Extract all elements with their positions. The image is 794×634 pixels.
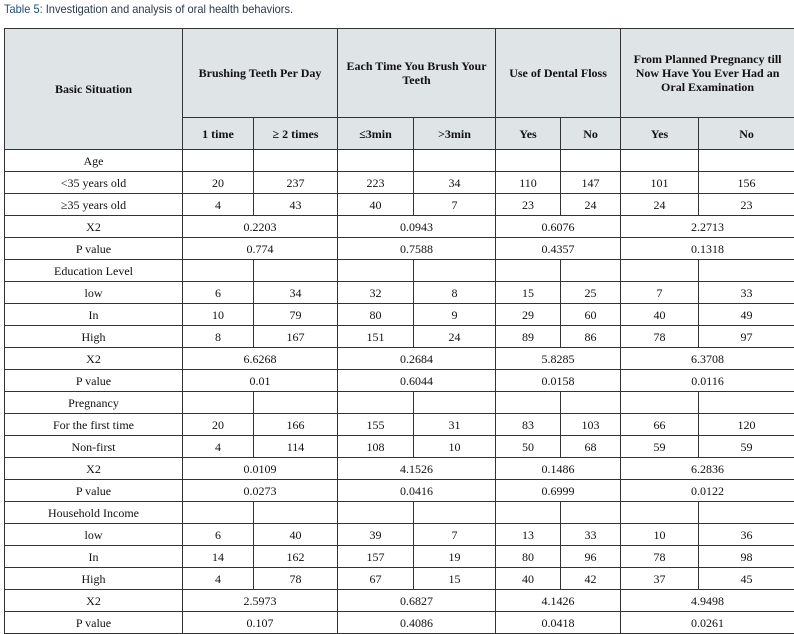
- empty-cell: [254, 260, 338, 282]
- empty-cell: [414, 502, 496, 524]
- stat-cell: 0.6076: [496, 216, 621, 238]
- stat-cell: 0.01: [183, 370, 338, 392]
- header-dental-floss: Use of Dental Floss: [496, 29, 621, 118]
- row-label: High: [5, 326, 183, 348]
- subheader-cell: No: [699, 118, 794, 150]
- count-cell: 6: [183, 524, 254, 546]
- count-cell: 33: [561, 524, 621, 546]
- count-cell: 155: [338, 414, 414, 436]
- category-row: [5, 260, 794, 282]
- caption-text: Investigation and analysis of oral health behaviors.: [43, 2, 293, 16]
- empty-cell: [621, 260, 699, 282]
- subheader-cell: >3min: [414, 118, 496, 150]
- empty-cell: [561, 260, 621, 282]
- subheader-cell: Yes: [496, 118, 561, 150]
- category-row: [5, 392, 794, 414]
- stat-cell: 4.1526: [338, 458, 496, 480]
- count-cell: 20: [183, 172, 254, 194]
- stat-cell: 0.0273: [183, 480, 338, 502]
- category-row: [5, 502, 794, 524]
- count-cell: 33: [699, 282, 794, 304]
- row-label: Pregnancy: [5, 392, 183, 414]
- row-label: Education Level: [5, 260, 183, 282]
- count-cell: 45: [699, 568, 794, 590]
- count-cell: 23: [496, 194, 561, 216]
- count-cell: 40: [496, 568, 561, 590]
- count-cell: 86: [561, 326, 621, 348]
- count-cell: 43: [254, 194, 338, 216]
- data-row: [5, 304, 794, 326]
- row-label: P value: [5, 370, 183, 392]
- empty-cell: [338, 260, 414, 282]
- count-cell: 10: [414, 436, 496, 458]
- empty-cell: [183, 260, 254, 282]
- empty-cell: [496, 260, 561, 282]
- empty-cell: [496, 392, 561, 414]
- row-label: X2: [5, 590, 183, 612]
- stat-row: [5, 458, 794, 480]
- count-cell: 15: [414, 568, 496, 590]
- row-label: Household Income: [5, 502, 183, 524]
- stat-row: [5, 216, 794, 238]
- subheader-cell: No: [561, 118, 621, 150]
- stat-cell: 0.2203: [183, 216, 338, 238]
- stat-cell: 0.7588: [338, 238, 496, 260]
- empty-cell: [414, 150, 496, 172]
- data-row: [5, 282, 794, 304]
- stat-row: [5, 612, 794, 634]
- empty-cell: [621, 392, 699, 414]
- empty-cell: [254, 150, 338, 172]
- oral-health-table: [4, 28, 794, 634]
- count-cell: 15: [496, 282, 561, 304]
- count-cell: 151: [338, 326, 414, 348]
- empty-cell: [254, 392, 338, 414]
- empty-cell: [414, 260, 496, 282]
- table-body: [5, 150, 794, 634]
- stat-cell: 2.2713: [621, 216, 794, 238]
- stat-cell: 0.4086: [338, 612, 496, 634]
- empty-cell: [621, 150, 699, 172]
- empty-cell: [699, 392, 794, 414]
- count-cell: 7: [414, 524, 496, 546]
- count-cell: 60: [561, 304, 621, 326]
- count-cell: 14: [183, 546, 254, 568]
- empty-cell: [183, 392, 254, 414]
- stat-cell: 0.0418: [496, 612, 621, 634]
- count-cell: 8: [183, 326, 254, 348]
- stat-cell: 2.5973: [183, 590, 338, 612]
- stat-cell: 0.0416: [338, 480, 496, 502]
- empty-cell: [561, 392, 621, 414]
- count-cell: 40: [338, 194, 414, 216]
- data-row: [5, 326, 794, 348]
- count-cell: 166: [254, 414, 338, 436]
- stat-cell: 0.0261: [621, 612, 794, 634]
- count-cell: 78: [621, 326, 699, 348]
- count-cell: 19: [414, 546, 496, 568]
- stat-cell: 6.2836: [621, 458, 794, 480]
- count-cell: 79: [254, 304, 338, 326]
- row-label: low: [5, 282, 183, 304]
- stat-cell: 0.107: [183, 612, 338, 634]
- count-cell: 96: [561, 546, 621, 568]
- row-label: P value: [5, 238, 183, 260]
- count-cell: 39: [338, 524, 414, 546]
- stat-cell: 0.0116: [621, 370, 794, 392]
- data-row: [5, 414, 794, 436]
- count-cell: 31: [414, 414, 496, 436]
- row-label: For the first time: [5, 414, 183, 436]
- stat-cell: 4.1426: [496, 590, 621, 612]
- row-label: In: [5, 304, 183, 326]
- empty-cell: [561, 502, 621, 524]
- count-cell: 80: [338, 304, 414, 326]
- count-cell: 67: [338, 568, 414, 590]
- row-label: Non-first: [5, 436, 183, 458]
- stat-row: [5, 348, 794, 370]
- count-cell: 40: [254, 524, 338, 546]
- empty-cell: [254, 502, 338, 524]
- empty-cell: [338, 150, 414, 172]
- row-label: X2: [5, 216, 183, 238]
- data-row: [5, 546, 794, 568]
- row-label: <35 years old: [5, 172, 183, 194]
- count-cell: 223: [338, 172, 414, 194]
- count-cell: 34: [414, 172, 496, 194]
- count-cell: 10: [183, 304, 254, 326]
- stat-cell: 0.0109: [183, 458, 338, 480]
- row-label: low: [5, 524, 183, 546]
- header-brush-duration: Each Time You Brush Your Teeth: [338, 29, 496, 118]
- empty-cell: [699, 260, 794, 282]
- count-cell: 4: [183, 568, 254, 590]
- count-cell: 25: [561, 282, 621, 304]
- subheader-cell: ≥ 2 times: [254, 118, 338, 150]
- empty-cell: [414, 392, 496, 414]
- count-cell: 103: [561, 414, 621, 436]
- count-cell: 66: [621, 414, 699, 436]
- empty-cell: [699, 150, 794, 172]
- stat-cell: 6.6268: [183, 348, 338, 370]
- stat-row: [5, 590, 794, 612]
- count-cell: 156: [699, 172, 794, 194]
- header-brushing-per-day: Brushing Teeth Per Day: [183, 29, 338, 118]
- count-cell: 20: [183, 414, 254, 436]
- count-cell: 78: [254, 568, 338, 590]
- subheader-cell: ≤3min: [338, 118, 414, 150]
- category-row: [5, 150, 794, 172]
- count-cell: 40: [621, 304, 699, 326]
- count-cell: 8: [414, 282, 496, 304]
- count-cell: 24: [561, 194, 621, 216]
- stat-cell: 4.9498: [621, 590, 794, 612]
- row-label: X2: [5, 458, 183, 480]
- count-cell: 34: [254, 282, 338, 304]
- empty-cell: [496, 150, 561, 172]
- stat-row: [5, 480, 794, 502]
- row-label: High: [5, 568, 183, 590]
- data-row: [5, 568, 794, 590]
- count-cell: 50: [496, 436, 561, 458]
- count-cell: 80: [496, 546, 561, 568]
- count-cell: 24: [621, 194, 699, 216]
- count-cell: 9: [414, 304, 496, 326]
- stat-cell: 0.1486: [496, 458, 621, 480]
- empty-cell: [621, 502, 699, 524]
- count-cell: 162: [254, 546, 338, 568]
- data-row: [5, 436, 794, 458]
- stat-cell: 0.0122: [621, 480, 794, 502]
- count-cell: 32: [338, 282, 414, 304]
- row-label: X2: [5, 348, 183, 370]
- count-cell: 68: [561, 436, 621, 458]
- stat-cell: 6.3708: [621, 348, 794, 370]
- row-label: P value: [5, 612, 183, 634]
- count-cell: 110: [496, 172, 561, 194]
- count-cell: 59: [699, 436, 794, 458]
- count-cell: 237: [254, 172, 338, 194]
- count-cell: 23: [699, 194, 794, 216]
- stat-cell: 5.8285: [496, 348, 621, 370]
- stat-cell: 0.6827: [338, 590, 496, 612]
- row-label: Age: [5, 150, 183, 172]
- stat-cell: 0.1318: [621, 238, 794, 260]
- count-cell: 6: [183, 282, 254, 304]
- count-cell: 7: [621, 282, 699, 304]
- count-cell: 101: [621, 172, 699, 194]
- row-label: ≥35 years old: [5, 194, 183, 216]
- stat-cell: 0.0158: [496, 370, 621, 392]
- count-cell: 7: [414, 194, 496, 216]
- count-cell: 36: [699, 524, 794, 546]
- stat-cell: 0.6999: [496, 480, 621, 502]
- stat-cell: 0.6044: [338, 370, 496, 392]
- count-cell: 98: [699, 546, 794, 568]
- count-cell: 108: [338, 436, 414, 458]
- stat-row: [5, 370, 794, 392]
- count-cell: 167: [254, 326, 338, 348]
- count-cell: 42: [561, 568, 621, 590]
- header-basic-situation: Basic Situation: [5, 29, 183, 150]
- empty-cell: [183, 150, 254, 172]
- count-cell: 78: [621, 546, 699, 568]
- count-cell: 10: [621, 524, 699, 546]
- count-cell: 24: [414, 326, 496, 348]
- count-cell: 114: [254, 436, 338, 458]
- empty-cell: [338, 502, 414, 524]
- count-cell: 4: [183, 194, 254, 216]
- count-cell: 13: [496, 524, 561, 546]
- empty-cell: [496, 502, 561, 524]
- count-cell: 157: [338, 546, 414, 568]
- stat-cell: 0.774: [183, 238, 338, 260]
- count-cell: 89: [496, 326, 561, 348]
- empty-cell: [561, 150, 621, 172]
- empty-cell: [338, 392, 414, 414]
- header-row: [5, 29, 794, 118]
- caption-label: Table 5:: [4, 2, 43, 16]
- stat-cell: 0.0943: [338, 216, 496, 238]
- count-cell: 37: [621, 568, 699, 590]
- count-cell: 83: [496, 414, 561, 436]
- row-label: In: [5, 546, 183, 568]
- data-row: [5, 524, 794, 546]
- stat-cell: 0.4357: [496, 238, 621, 260]
- count-cell: 97: [699, 326, 794, 348]
- subheader-cell: Yes: [621, 118, 699, 150]
- empty-cell: [183, 502, 254, 524]
- stat-row: [5, 238, 794, 260]
- count-cell: 120: [699, 414, 794, 436]
- empty-cell: [699, 502, 794, 524]
- count-cell: 147: [561, 172, 621, 194]
- data-row: [5, 172, 794, 194]
- row-label: P value: [5, 480, 183, 502]
- subheader-cell: 1 time: [183, 118, 254, 150]
- count-cell: 59: [621, 436, 699, 458]
- count-cell: 4: [183, 436, 254, 458]
- count-cell: 49: [699, 304, 794, 326]
- count-cell: 29: [496, 304, 561, 326]
- table-caption: [4, 2, 293, 16]
- stat-cell: 0.2684: [338, 348, 496, 370]
- header-oral-examination: From Planned Pregnancy till Now Have You Ever Had an Oral Examination: [621, 29, 794, 118]
- data-row: [5, 194, 794, 216]
